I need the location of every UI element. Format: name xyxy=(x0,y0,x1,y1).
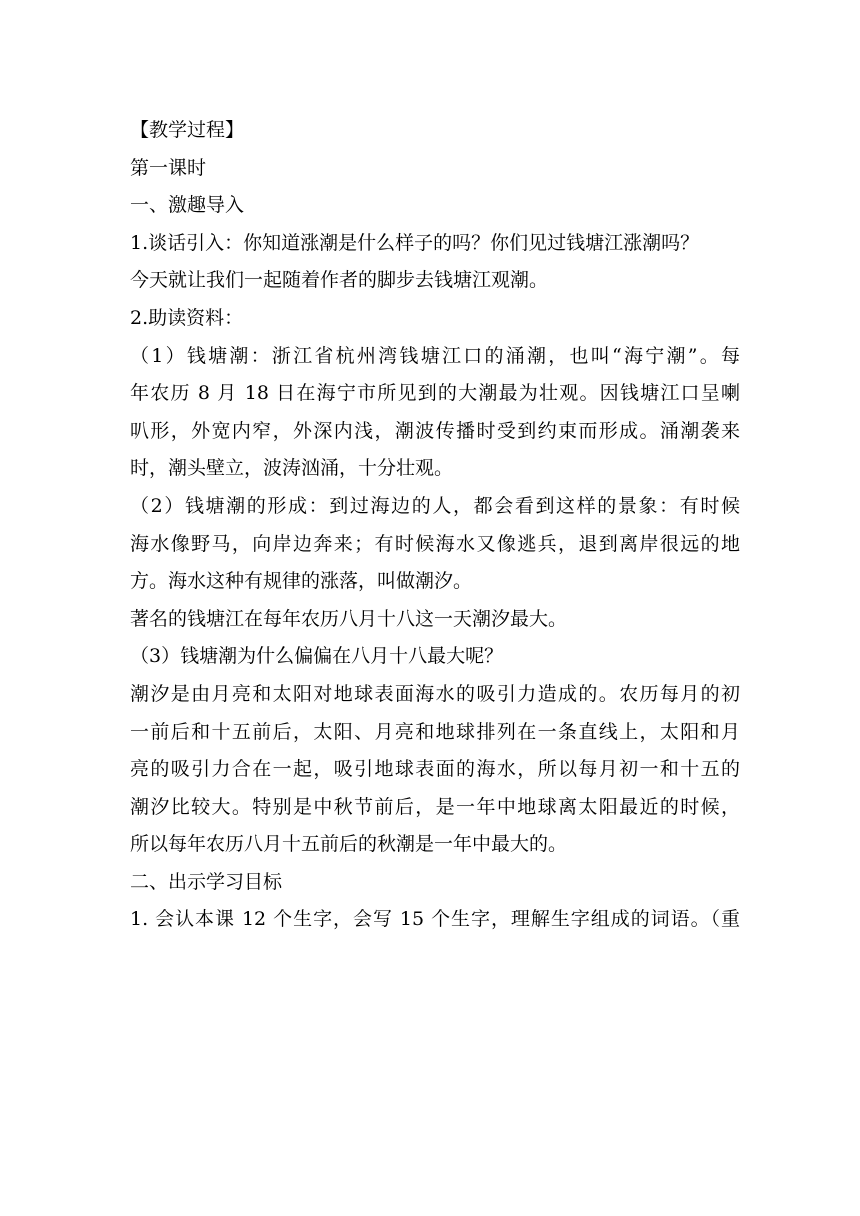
material-item-3-text: 潮汐比较大。特别是中秋节前后，是一年中地球离太阳最近的时候， xyxy=(130,795,740,818)
material-item-3-line: 所以每年农历八月十五前后的秋潮是一年中最大的。 xyxy=(130,833,568,856)
material-item-1-text: 年农历 8 月 18 日在海宁市所见到的大潮最为壮观。因钱塘江口呈喇 xyxy=(130,382,740,405)
material-item-3-line xyxy=(130,789,740,827)
material-item-3-line xyxy=(130,676,740,714)
document-body xyxy=(130,112,740,939)
material-item-3-title: （3）钱塘潮为什么偏偏在八月十八最大呢？ xyxy=(130,645,504,668)
material-item-3-line xyxy=(130,714,740,752)
material-item-3-line xyxy=(130,751,740,789)
material-item-1-line xyxy=(130,338,740,376)
materials-title: 2.助读资料： xyxy=(130,306,244,329)
lesson-title: 第一课时 xyxy=(130,156,207,179)
section-title-goals: 二、出示学习目标 xyxy=(130,870,283,893)
material-item-3-text: 亮的吸引力合在一起，吸引地球表面的海水，所以每月初一和十五的 xyxy=(130,758,740,781)
material-item-3-text: 一前后和十五前后，太阳、月亮和地球排列在一条直线上，太阳和月 xyxy=(130,720,740,743)
section-title-intro: 一、激趣导入 xyxy=(130,194,245,217)
material-item-2-line xyxy=(130,526,740,564)
material-item-2-text: （2）钱塘潮的形成：到过海边的人，都会看到这样的景象：有时候 xyxy=(130,494,740,517)
intro-paragraph-line: 今天就让我们一起随着作者的脚步去钱塘江观潮。 xyxy=(130,269,549,292)
material-item-1-text: （1）钱塘潮：浙江省杭州湾钱塘江口的涌潮，也叫“海宁潮”。每 xyxy=(130,344,740,367)
material-item-2-line: 著名的钱塘江在每年农历八月十八这一天潮汐最大。 xyxy=(130,607,568,630)
material-item-1-line: 时，潮头壁立，波涛汹涌，十分壮观。 xyxy=(130,457,454,480)
goal-item-text: 1. 会认本课 12 个生字，会写 15 个生字，理解生字组成的词语。（重 xyxy=(130,908,740,931)
material-item-2-line xyxy=(130,488,740,526)
section-heading: 【教学过程】 xyxy=(130,119,245,141)
material-item-2-text: 海水像野马，向岸边奔来；有时候海水又像逃兵，退到离岸很远的地 xyxy=(130,532,740,555)
material-item-1-text: 叭形，外宽内窄，外深内浅，潮波传播时受到约束而形成。涌潮袭来 xyxy=(130,419,740,442)
material-item-1-line xyxy=(130,375,740,413)
intro-paragraph-line: 1.谈话引入：你知道涨潮是什么样子的吗？你们见过钱塘江涨潮吗？ xyxy=(130,231,700,254)
goal-item-line xyxy=(130,901,740,939)
material-item-1-line xyxy=(130,413,740,451)
material-item-2-line: 方。海水这种有规律的涨落，叫做潮汐。 xyxy=(130,570,473,593)
material-item-3-text: 潮汐是由月亮和太阳对地球表面海水的吸引力造成的。农历每月的初 xyxy=(130,682,740,705)
